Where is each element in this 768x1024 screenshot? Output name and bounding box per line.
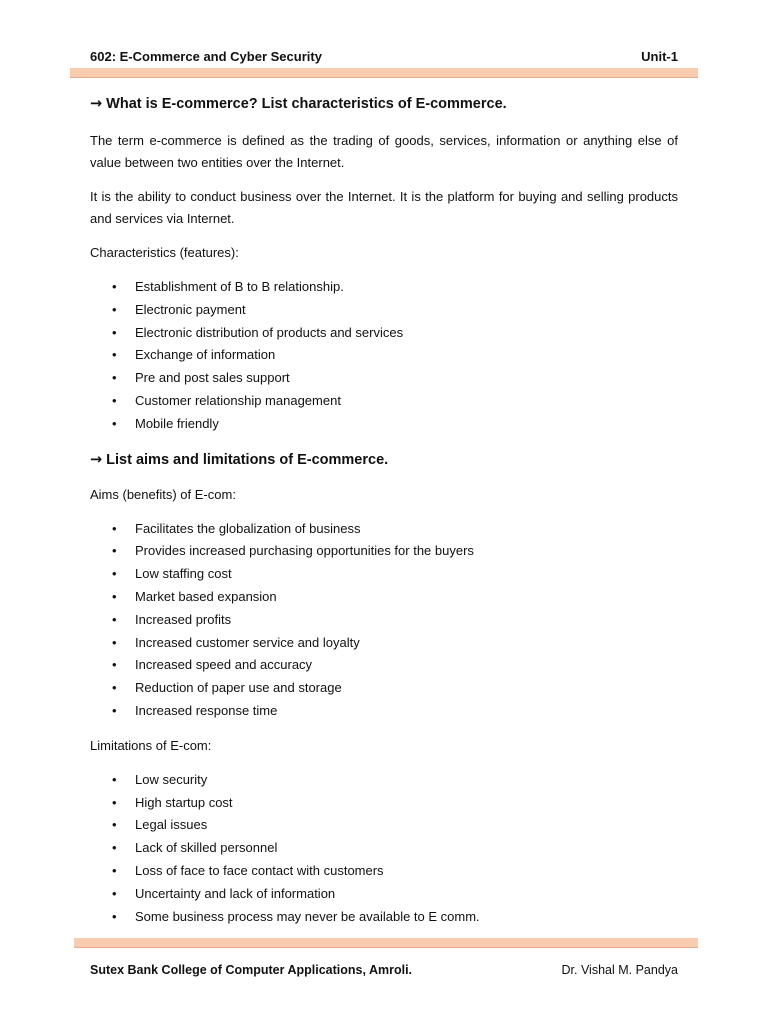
list-item: • Lack of skilled personnel	[90, 837, 678, 860]
list-item: • Establishment of B to B relationship.	[90, 276, 678, 299]
list-item: • Increased profits	[90, 609, 678, 632]
list-item: • Uncertainty and lack of information	[90, 883, 678, 906]
header-divider	[70, 68, 698, 78]
course-title: 602: E-Commerce and Cyber Security	[90, 48, 322, 64]
list-item: • Increased response time	[90, 700, 678, 723]
list-item: • Provides increased purchasing opportunities for the buyers	[90, 540, 678, 563]
list-item: • Exchange of information	[90, 344, 678, 367]
list-item: • Legal issues	[90, 814, 678, 837]
section2-heading-text: List aims and limitations of E-commerce.	[106, 451, 389, 468]
arrow-icon: →	[90, 451, 103, 468]
section1-paragraph-1: The term e-commerce is defined as the trading of goods, services, information or anything else of value between two entities over the Internet.	[90, 133, 678, 170]
footer-divider	[74, 938, 698, 948]
limitations-list	[90, 769, 678, 929]
unit-label: Unit-1	[641, 48, 678, 64]
list-item: • Customer relationship management	[90, 390, 678, 413]
section1-heading	[90, 92, 678, 116]
list-item: • Facilitates the globalization of business	[90, 518, 678, 541]
page-content	[90, 92, 678, 928]
college-name: Sutex Bank College of Computer Applications, Amroli.	[90, 963, 413, 977]
list-item: • Mobile friendly	[90, 413, 678, 436]
list-item: • High startup cost	[90, 792, 678, 815]
list-item: • Increased customer service and loyalty	[90, 632, 678, 655]
list-item: • Some business process may never be available to E comm.	[90, 906, 678, 929]
aims-title: Aims (benefits) of E-com:	[90, 486, 236, 502]
characteristics-list	[90, 276, 678, 436]
author-name: Dr. Vishal M. Pandya	[561, 963, 678, 977]
section2-heading	[90, 448, 678, 472]
list-item: • Market based expansion	[90, 586, 678, 609]
list-item: • Electronic payment	[90, 299, 678, 322]
list-item: • Electronic distribution of products and services	[90, 322, 678, 345]
list-item: • Low staffing cost	[90, 563, 678, 586]
aims-list	[90, 518, 678, 723]
characteristics-title: Characteristics (features):	[90, 245, 239, 260]
section1-paragraph-2: It is the ability to conduct business over the Internet. It is the platform for buying and selling products and services via Internet.	[90, 189, 678, 226]
list-item: • Reduction of paper use and storage	[90, 677, 678, 700]
list-item: • Low security	[90, 769, 678, 792]
arrow-icon: →	[90, 96, 103, 112]
page-header	[90, 46, 678, 66]
list-item: • Loss of face to face contact with customers	[90, 860, 678, 883]
limitations-title: Limitations of E-com:	[90, 737, 212, 753]
list-item: • Pre and post sales support	[90, 367, 678, 390]
section1-heading-text: What is E-commerce? List characteristics of E-commerce.	[106, 96, 507, 112]
page-footer	[90, 960, 678, 980]
list-item: • Increased speed and accuracy	[90, 654, 678, 677]
